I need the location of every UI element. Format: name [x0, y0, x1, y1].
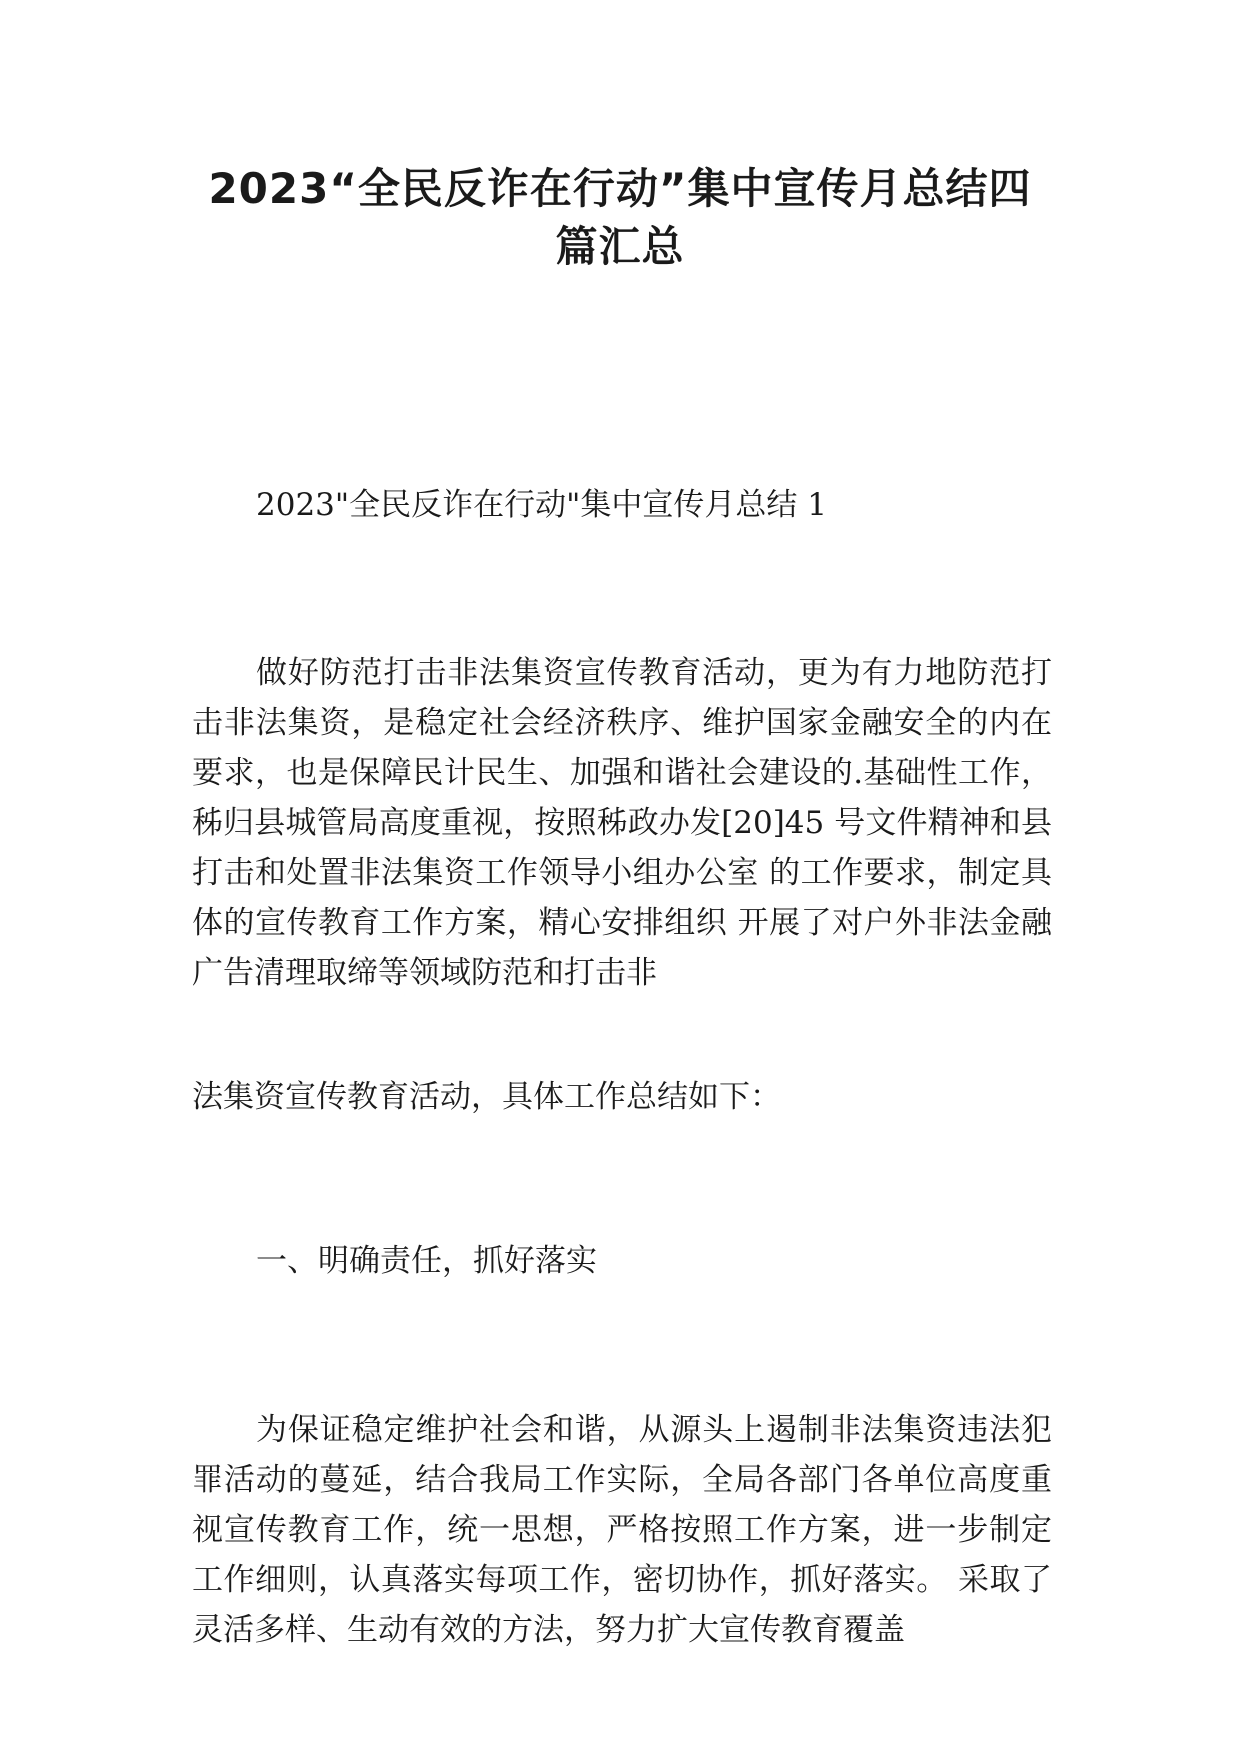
- paragraph-intro-continued: 法集资宣传教育活动，具体工作总结如下：: [192, 1079, 781, 1115]
- section-subtitle: 2023"全民反诈在行动"集中宣传月总结 1: [256, 487, 827, 523]
- document-title-line-2: 篇汇总: [555, 222, 685, 271]
- paragraph-intro: 做好防范打击非法集资宣传教育活动，更为有力地防范打击非法集资，是稳定社会经济秩序、维护国家金融安全的内在要求，也是保障民计民生、加强和谐社会建设的.基础性工作，秭归县城管局高度重视，按照秭政办发[20]45 号文件精神和县打击和处置非法集资工作领导小组办公室 的工作要求，制定具体的宣传教育工作方案，精心安排组织 开展了对户外非法金融广告清理取缔等领域防范和打击非: [192, 655, 1052, 991]
- document-title-line-1: 2023“全民反诈在行动”集中宣传月总结四: [208, 164, 1032, 213]
- document-title: [150, 160, 1090, 276]
- paragraph-responsibility: 为保证稳定维护社会和谐，从源头上遏制非法集资违法犯罪活动的蔓延，结合我局工作实际，全局各部门各单位高度重视宣传教育工作，统一思想，严格按照工作方案，进一步制定工作细则，认真落实每项工作，密切协作，抓好落实。 采取了灵活多样、生动有效的方法，努力扩大宣传教育覆盖: [192, 1412, 1052, 1648]
- section-heading-responsibility: 一、明确责任，抓好落实: [256, 1243, 597, 1279]
